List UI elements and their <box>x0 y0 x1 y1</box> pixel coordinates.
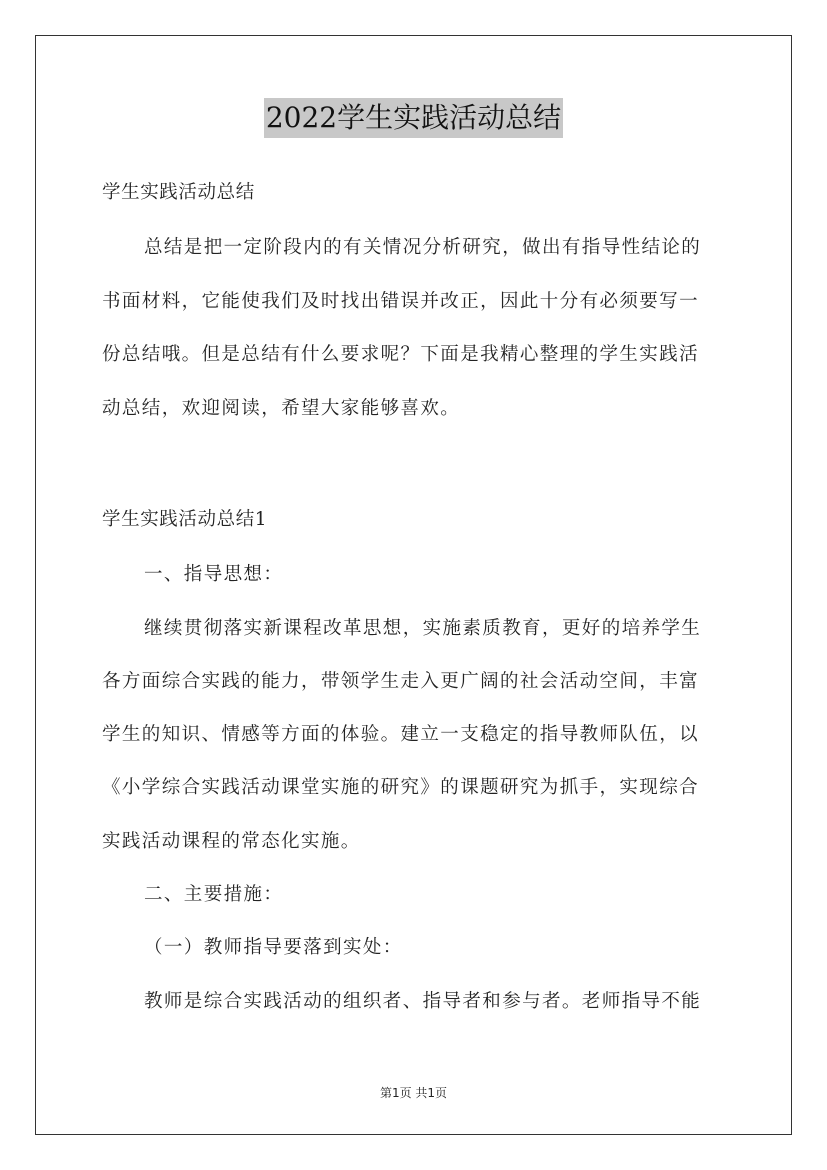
section-heading: 学生实践活动总结1 <box>102 509 268 530</box>
paragraph-line: 实践活动课程的常态化实施。 <box>102 831 361 852</box>
paragraph-line: 动总结，欢迎阅读，希望大家能够喜欢。 <box>102 398 461 419</box>
title-container <box>0 98 827 138</box>
paragraph-line: 继续贯彻落实新课程改革思想，实施素质教育，更好的培养学生 <box>144 618 702 639</box>
subsection-heading: （一）教师指导要落到实处： <box>144 937 403 958</box>
paragraph-line: 总结是把一定阶段内的有关情况分析研究，做出有指导性结论的 <box>144 237 702 258</box>
paragraph-line: 学生的知识、情感等方面的体验。建立一支稳定的指导教师队伍，以 <box>102 724 700 745</box>
section-heading: 学生实践活动总结 <box>102 182 255 203</box>
paragraph-line: 《小学综合实践活动课堂实施的研究》的课题研究为抓手，实现综合 <box>102 777 700 798</box>
paragraph-line: 书面材料，它能使我们及时找出错误并改正，因此十分有必须要写一 <box>102 291 700 312</box>
subsection-heading: 二、主要措施： <box>144 884 284 905</box>
document-title: 2022学生实践活动总结 <box>264 98 563 138</box>
paragraph-line: 份总结哦。但是总结有什么要求呢？下面是我精心整理的学生实践活 <box>102 344 700 365</box>
paragraph-line: 各方面综合实践的能力，带领学生走入更广阔的社会活动空间，丰富 <box>102 671 700 692</box>
subsection-heading: 一、指导思想： <box>144 564 284 585</box>
paragraph-line: 教师是综合实践活动的组织者、指导者和参与者。老师指导不能 <box>144 991 702 1012</box>
page-footer: 第1页 共1页 <box>379 1086 448 1100</box>
